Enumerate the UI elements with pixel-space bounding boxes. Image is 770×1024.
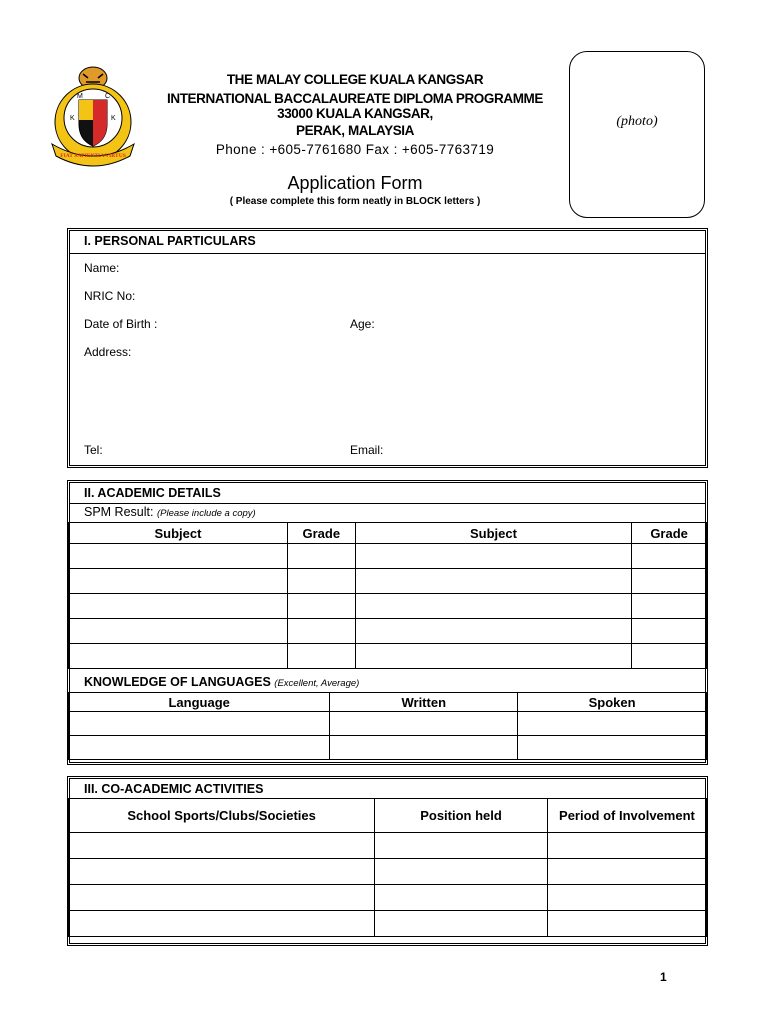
language-cell[interactable] — [69, 712, 330, 736]
grade-cell[interactable] — [287, 644, 355, 669]
spoken-cell[interactable] — [518, 736, 707, 760]
grade-cell[interactable] — [287, 569, 355, 594]
crest-letter-m: M — [77, 93, 83, 100]
subject-cell[interactable] — [355, 569, 632, 594]
name-field[interactable]: Name: — [84, 261, 120, 275]
table-row — [69, 712, 707, 736]
table-row — [69, 833, 707, 859]
period-cell[interactable] — [547, 833, 706, 859]
college-crest-logo — [44, 64, 142, 168]
activity-cell[interactable] — [69, 833, 375, 859]
col-grade-2: Grade — [632, 523, 707, 544]
section-title: II. ACADEMIC DETAILS — [84, 486, 221, 500]
col-position: Position held — [375, 799, 548, 833]
col-written: Written — [330, 693, 518, 712]
tel-field[interactable]: Tel: — [84, 443, 103, 457]
col-subject-1: Subject — [69, 523, 288, 544]
col-grade-1: Grade — [287, 523, 355, 544]
table-row — [69, 594, 707, 619]
table-row — [69, 644, 707, 669]
languages-table — [68, 692, 707, 760]
address-line-2: PERAK, MALAYSIA — [295, 123, 415, 138]
subject-cell[interactable] — [355, 619, 632, 644]
grade-cell[interactable] — [632, 644, 707, 669]
form-title: Application Form — [287, 173, 423, 193]
table-row — [69, 544, 707, 569]
subject-cell[interactable] — [355, 644, 632, 669]
photo-box[interactable] — [569, 51, 705, 218]
languages-heading — [84, 675, 359, 689]
crest-letter-k-left: K — [70, 115, 75, 122]
address-field[interactable]: Address: — [84, 345, 132, 359]
col-language: Language — [69, 693, 330, 712]
address-line-1: 33000 KUALA KANGSAR, — [277, 106, 433, 121]
grade-cell[interactable] — [632, 544, 707, 569]
table-row — [69, 736, 707, 760]
activity-cell[interactable] — [69, 859, 375, 885]
spm-note: (Please include a copy) — [156, 508, 256, 519]
spoken-cell[interactable] — [518, 712, 707, 736]
divider — [70, 503, 705, 504]
table-row — [69, 859, 707, 885]
activity-cell[interactable] — [69, 911, 375, 937]
position-cell[interactable] — [375, 885, 548, 911]
period-cell[interactable] — [547, 911, 706, 937]
crest-motto: FIAT SAPIENTIA VIRTUS — [60, 153, 126, 159]
subject-cell[interactable] — [69, 619, 288, 644]
col-period: Period of Involvement — [547, 799, 706, 833]
personal-particulars-section — [67, 228, 708, 468]
section-title: III. CO-ACADEMIC ACTIVITIES — [84, 782, 264, 796]
subject-cell[interactable] — [69, 644, 288, 669]
age-field[interactable]: Age: — [350, 317, 375, 331]
spm-result-label — [84, 505, 256, 519]
period-cell[interactable] — [547, 859, 706, 885]
subject-cell[interactable] — [355, 594, 632, 619]
divider — [70, 253, 705, 254]
email-field[interactable]: Email: — [350, 443, 384, 457]
section-title: I. PERSONAL PARTICULARS — [84, 234, 256, 248]
grade-cell[interactable] — [632, 619, 707, 644]
grade-cell[interactable] — [632, 594, 707, 619]
written-cell[interactable] — [330, 736, 518, 760]
grade-cell[interactable] — [287, 544, 355, 569]
table-row — [69, 911, 707, 937]
dob-field[interactable]: Date of Birth : — [84, 317, 158, 331]
grade-cell[interactable] — [287, 619, 355, 644]
activity-cell[interactable] — [69, 885, 375, 911]
table-row — [69, 619, 707, 644]
table-row — [69, 569, 707, 594]
programme-name: INTERNATIONAL BACCALAUREATE DIPLOMA PROGRAMME — [167, 91, 543, 106]
contact-info: Phone : +605-7761680 Fax : +605-7763719 — [215, 142, 495, 157]
position-cell[interactable] — [375, 859, 548, 885]
written-cell[interactable] — [330, 712, 518, 736]
crest-letter-k-right: K — [111, 115, 116, 122]
activities-table — [68, 798, 707, 937]
col-spoken: Spoken — [518, 693, 707, 712]
table-row — [69, 885, 707, 911]
page-number: 1 — [660, 970, 667, 984]
grade-cell[interactable] — [632, 569, 707, 594]
spm-label: SPM Result: — [84, 505, 154, 519]
form-instructions: ( Please complete this form neatly in BLOCK letters ) — [229, 196, 481, 207]
col-activity: School Sports/Clubs/Societies — [69, 799, 375, 833]
subject-cell[interactable] — [69, 544, 288, 569]
languages-title: KNOWLEDGE OF LANGUAGES — [84, 675, 271, 689]
languages-note: (Excellent, Average) — [274, 678, 360, 689]
grade-cell[interactable] — [287, 594, 355, 619]
position-cell[interactable] — [375, 833, 548, 859]
photo-label: (photo) — [616, 114, 658, 129]
subject-cell[interactable] — [69, 594, 288, 619]
crest-letter-c: C — [105, 93, 111, 100]
spm-results-table — [68, 522, 707, 669]
col-subject-2: Subject — [355, 523, 632, 544]
language-cell[interactable] — [69, 736, 330, 760]
position-cell[interactable] — [375, 911, 548, 937]
school-name: THE MALAY COLLEGE KUALA KANGSAR — [226, 72, 484, 87]
subject-cell[interactable] — [355, 544, 632, 569]
period-cell[interactable] — [547, 885, 706, 911]
nric-field[interactable]: NRIC No: — [84, 289, 136, 303]
subject-cell[interactable] — [69, 569, 288, 594]
